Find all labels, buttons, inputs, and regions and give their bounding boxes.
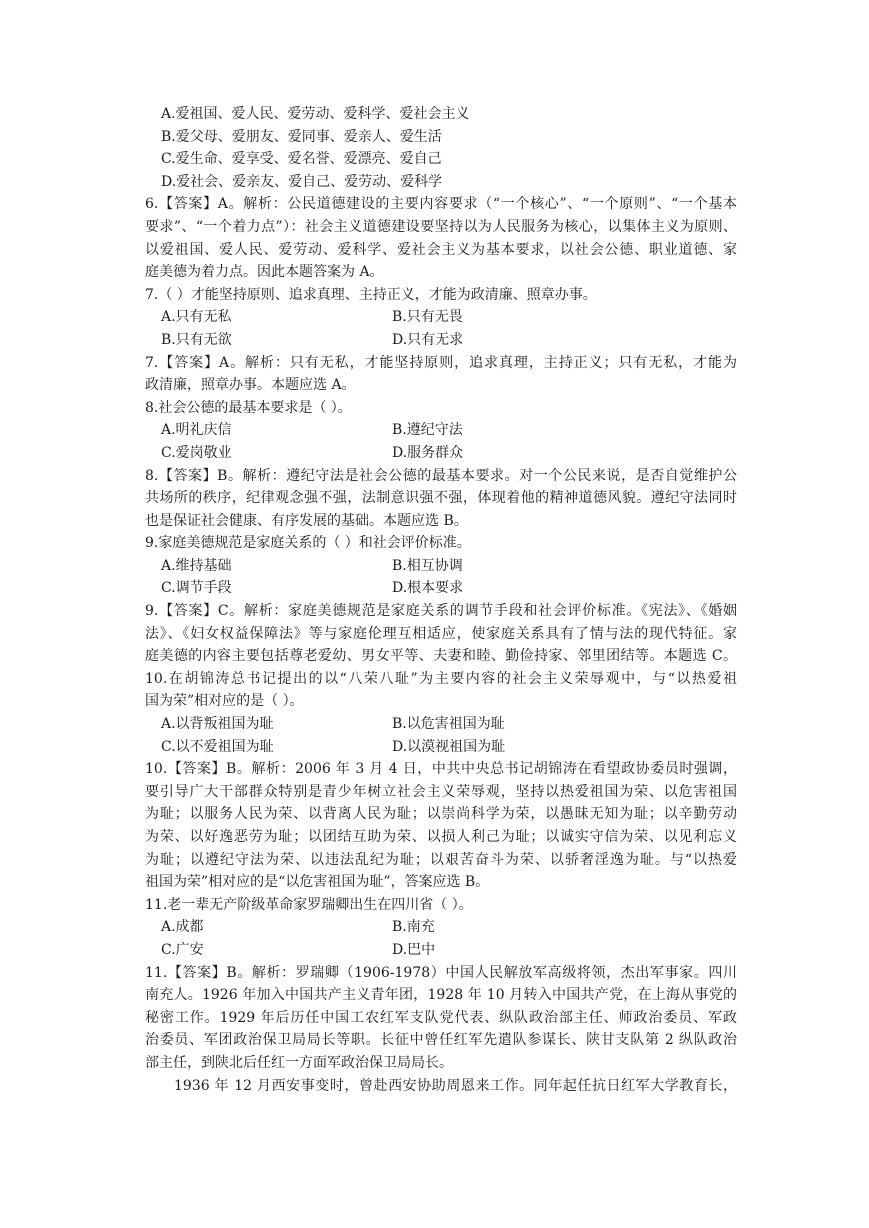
option: B.以危害祖国为耻 <box>392 716 505 733</box>
answer-6-line: 6.【答案】A。解析：公民道德建设的主要内容要求（“一个核心”、“一个原则”、“一个基本 <box>145 196 737 213</box>
option: A.只有无私 <box>161 309 232 326</box>
option-row <box>145 419 737 442</box>
answer-8-line: 8.【答案】B。解析：遵纪守法是社会公德的最基本要求。对一个公民来说，是否自觉维护公 <box>145 467 737 484</box>
option: B.爱父母、爱朋友、爱同事、爱亲人、爱生活 <box>161 128 442 145</box>
option-row <box>145 736 737 759</box>
answer-8-line: 也是保证社会健康、有序发展的基础。本题应选 B。 <box>145 512 468 529</box>
answer-10-line: 要引导广大干部群众特别是青少年树立社会主义荣辱观，坚持以热爱祖国为荣、以危害祖国 <box>145 783 737 800</box>
answer-11-line: 秘密工作。1929 年后历任中国工农红军支队党代表、纵队政治部主任、师政治委员、军政 <box>145 1009 737 1026</box>
option: D.根本要求 <box>392 580 464 597</box>
question-8-stem: 8.社会公德的最基本要求是（ ）。 <box>145 399 352 416</box>
answer-10-line: 为荣、以好逸恶劳为耻；以团结互助为荣、以损人利己为耻；以诚实守信为荣、以见利忘义 <box>145 829 737 845</box>
question-10-stem: 10.在胡锦涛总书记提出的以“八荣八耻”为主要内容的社会主义荣辱观中，与“以热爱祖 <box>145 670 737 687</box>
option: B.只有无畏 <box>392 309 463 326</box>
option-row <box>145 713 737 736</box>
answer-6-line: 以爱祖国、爱人民、爱劳动、爱科学、爱社会主义为基本要求，以社会公德、职业道德、家 <box>145 241 737 258</box>
answer-9-line: 庭美德的内容主要包括尊老爱幼、男女平等、夫妻和睦、勤俭持家、邻里团结等。本题选 C。 <box>145 648 737 665</box>
answer-11-line: 南充人。1926 年加入中国共产主义青年团，1928 年 10 月转入中国共产党，在上海从事党的 <box>145 987 737 1004</box>
option: D.爱社会、爱亲友、爱自己、爱劳动、爱科学 <box>161 173 443 190</box>
option: C.以不爱祖国为耻 <box>161 738 274 755</box>
option: B.只有无欲 <box>161 331 232 348</box>
question-7-stem: 7.（ ）才能坚持原则、追求真理、主持正义，才能为政清廉、照章办事。 <box>145 286 597 303</box>
option-row <box>145 555 737 578</box>
option: B.南充 <box>392 919 435 936</box>
answer-10-line: 为耻；以服务人民为荣、以背离人民为耻；以崇尚科学为荣，以愚昧无知为耻；以辛勤劳动 <box>145 806 737 823</box>
option: B.相互协调 <box>392 557 463 574</box>
answer-6-line: 要求”、“一个着力点”）：社会主义道德建设要坚持以为人民服务为核心，以集体主义为原则、 <box>145 218 737 235</box>
option-row <box>145 306 737 329</box>
option: A.爱祖国、爱人民、爱劳动、爱科学、爱社会主义 <box>161 106 470 122</box>
answer-11-line: 治委员、军团政治保卫局局长等职。长征中曾任红军先遣队参谋长、陕甘支队第 2 纵队政治 <box>145 1032 737 1049</box>
option: A.明礼庆信 <box>161 422 232 439</box>
option-row <box>145 577 737 600</box>
question-10-stem: 国为荣”相对应的是（ ）。 <box>145 693 304 710</box>
paragraph-line: 1936 年 12 月西安事变时，曾赴西安协助周恩来工作。同年起任抗日红军大学教育长， <box>174 1077 737 1094</box>
answer-11-line: 11.【答案】B。解析：罗瑞卿（1906-1978）中国人民解放军高级将领，杰出军事家。四川 <box>145 964 737 981</box>
option-row <box>145 916 737 939</box>
question-9-stem: 9.家庭美德规范是家庭关系的（ ）和社会评价标准。 <box>145 535 471 552</box>
option: D.巴中 <box>392 941 436 958</box>
option-row <box>145 329 737 352</box>
option: B.遵纪守法 <box>392 422 463 439</box>
answer-7-line: 7.【答案】A。解析：只有无私，才能坚持原则，追求真理，主持正义；只有无私，才能为 <box>145 354 737 371</box>
option: C.爱生命、爱享受、爱名誉、爱漂亮、爱自己 <box>161 151 442 168</box>
answer-11-line: 部主任，到陕北后任红一方面军政治保卫局局长。 <box>145 1054 453 1071</box>
option: A.维持基础 <box>161 557 232 574</box>
answer-10-line: 10.【答案】B。解析：2006 年 3 月 4 日，中共中央总书记胡锦涛在看望政协委员时强调， <box>145 761 737 778</box>
answer-10-line: 为耻；以遵纪守法为荣、以违法乱纪为耻；以艰苦奋斗为荣、以骄奢淫逸为耻。与“以热爱 <box>145 851 737 868</box>
option: C.爱岗敬业 <box>161 444 232 461</box>
option: D.只有无求 <box>392 331 464 348</box>
option: A.成都 <box>161 919 204 936</box>
option: C.调节手段 <box>161 580 232 597</box>
answer-8-line: 共场所的秩序，纪律观念强不强，法制意识强不强，体现着他的精神道德风貌。遵纪守法同时 <box>145 490 737 507</box>
answer-10-line: 祖国为荣”相对应的是“以危害祖国为耻”，答案应选 B。 <box>145 874 490 891</box>
answer-9-line: 法》、《妇女权益保障法》等与家庭伦理互相适应，使家庭关系具有了情与法的现代特征。家 <box>145 625 737 642</box>
option: C.广安 <box>161 941 204 958</box>
option-row <box>145 442 737 465</box>
option: D.服务群众 <box>392 444 464 461</box>
option-row <box>145 939 737 962</box>
answer-7-line: 政清廉，照章办事。本题应选 A。 <box>145 377 356 394</box>
option: D.以漠视祖国为耻 <box>392 738 506 755</box>
answer-9-line: 9.【答案】C。解析：家庭美德规范是家庭关系的调节手段和社会评价标准。《宪法》、《婚姻 <box>145 603 737 620</box>
option: A.以背叛祖国为耻 <box>161 716 274 733</box>
answer-6-line: 庭美德为着力点。因此本题答案为 A。 <box>145 264 384 281</box>
question-11-stem: 11.老一辈无产阶级革命家罗瑞卿出生在四川省（ ）。 <box>145 896 473 913</box>
document-body <box>145 103 737 1097</box>
